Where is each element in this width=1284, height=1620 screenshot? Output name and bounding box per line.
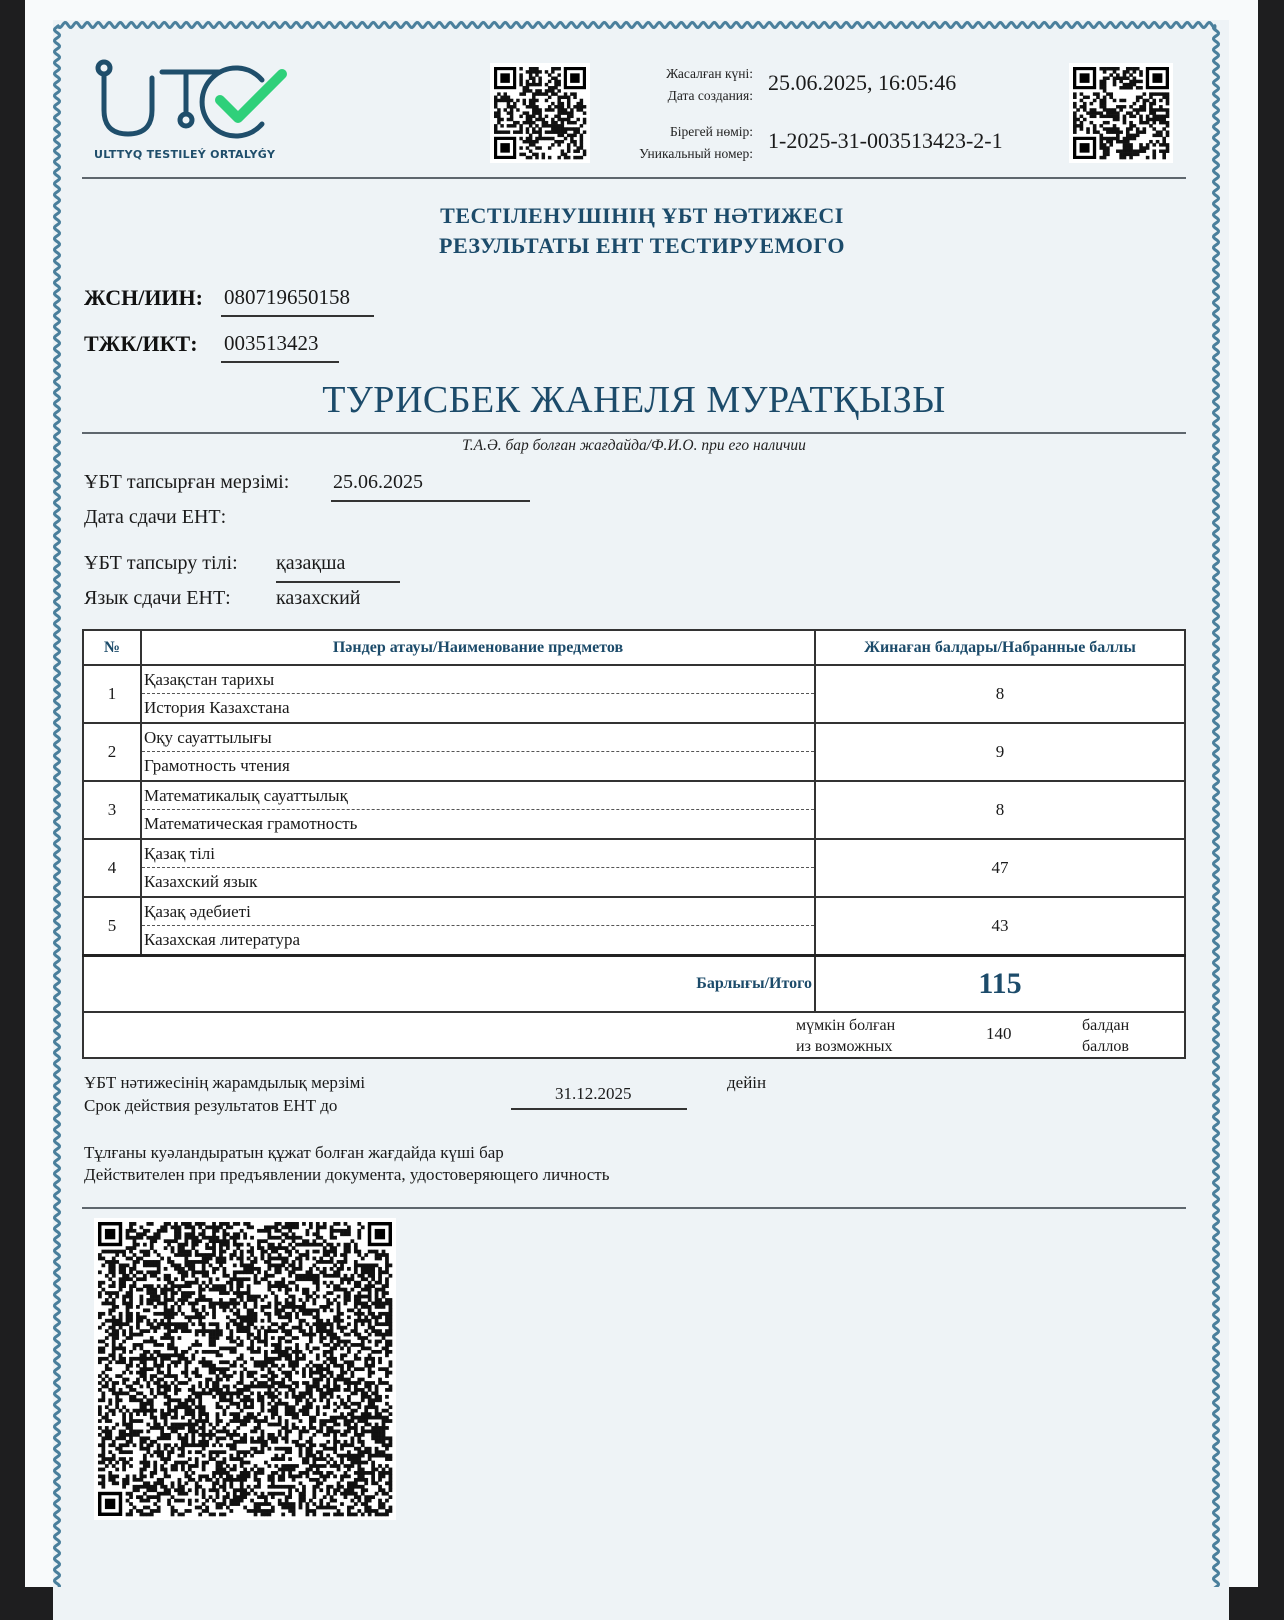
- name-note: Т.А.Ә. бар болған жағдайда/Ф.И.О. при его наличии: [462, 437, 806, 454]
- header-divider: [82, 177, 1186, 179]
- subject-cell: [141, 897, 815, 956]
- table-row: [83, 781, 1185, 839]
- iin-underline: [221, 315, 374, 317]
- exam-date-underline: [331, 500, 530, 502]
- max-score-row: [83, 1012, 1185, 1058]
- subject-cell: [141, 665, 815, 723]
- exam-date-value: 25.06.2025: [333, 471, 423, 493]
- row-number: 2: [83, 723, 141, 781]
- subject-cell: [141, 839, 815, 897]
- results-table: [82, 629, 1186, 1059]
- subject-name-ru: Математическая грамотность: [144, 814, 358, 833]
- created-label-kz: Жасалған күні:: [666, 66, 753, 81]
- score-cell: 8: [815, 665, 1185, 723]
- exam-lang-underline: [276, 581, 400, 583]
- max-suffix-ru: баллов: [1082, 1038, 1129, 1055]
- title-kz: ТЕСТІЛЕНУШІНІҢ ҰБТ НӘТИЖЕСІ: [440, 203, 844, 228]
- name-divider: [82, 432, 1186, 434]
- subject-cell: [141, 781, 815, 839]
- max-suffix-kz: балдан: [1082, 1017, 1130, 1034]
- header-subject: Пәндер атауы/Наименование предметов: [141, 630, 815, 665]
- max-value: 140: [986, 1024, 1012, 1043]
- total-label: Барлығы/Итого: [83, 956, 815, 1013]
- unique-label-kz: Бірегей нөмір:: [670, 124, 753, 139]
- subject-cell: [141, 723, 815, 781]
- subject-name-ru: Казахский язык: [144, 872, 258, 891]
- exam-lang-value-ru: казахский: [276, 587, 361, 609]
- score-cell: 9: [815, 723, 1185, 781]
- max-prefix-kz: мүмкін болған: [796, 1017, 896, 1034]
- unique-number-value: 1-2025-31-003513423-2-1: [768, 128, 1003, 153]
- exam-date-label-ru: Дата сдачи ЕНТ:: [84, 506, 227, 528]
- subject-name-ru: Грамотность чтения: [144, 756, 290, 775]
- ikt-underline: [221, 361, 339, 363]
- score-cell: 8: [815, 781, 1185, 839]
- qr-code-icon[interactable]: [490, 63, 590, 163]
- exam-lang-label-ru: Язык сдачи ЕНТ:: [84, 587, 231, 609]
- header-no: №: [83, 630, 141, 665]
- subject-name-kz: Математикалық сауаттылық: [142, 782, 814, 810]
- subject-name-kz: Қазақ тілі: [142, 840, 814, 868]
- notice-kz: Тұлғаны куәландыратын құжат болған жағдайда күші бар: [84, 1143, 504, 1162]
- notice-ru: Действителен при предъявлении документа, удостоверяющего личность: [84, 1165, 610, 1184]
- validity-date: 31.12.2025: [555, 1084, 632, 1103]
- row-number: 4: [83, 839, 141, 897]
- org-name: ULTTYQ TESTILEÝ ORTALYǴY: [94, 148, 276, 161]
- total-value: 115: [815, 956, 1185, 1013]
- uto-logo-icon: [92, 58, 292, 144]
- exam-date-label-kz: ҰБТ тапсырған мерзімі:: [84, 471, 290, 493]
- subject-name-kz: Оқу сауаттылығы: [142, 724, 814, 752]
- header-score: Жинаған балдары/Набранные баллы: [815, 630, 1185, 665]
- total-row: [83, 956, 1185, 1013]
- table-row: [83, 723, 1185, 781]
- max-prefix: [796, 1015, 895, 1057]
- ikt-value: 003513423: [224, 331, 319, 355]
- footer-divider: [82, 1207, 1186, 1209]
- table-row: [83, 839, 1185, 897]
- iin-label: ЖСН/ИИН:: [84, 285, 203, 310]
- row-number: 3: [83, 781, 141, 839]
- qr-code-icon[interactable]: [1069, 63, 1173, 163]
- table-row: [83, 897, 1185, 956]
- subject-name-kz: Қазақстан тарихы: [142, 666, 814, 694]
- exam-lang-label-kz: ҰБТ тапсыру тілі:: [84, 552, 238, 574]
- score-cell: 47: [815, 839, 1185, 897]
- unique-label-ru: Уникальный номер:: [639, 146, 753, 161]
- validity-label-ru: Срок действия результатов ЕНТ до: [84, 1096, 338, 1115]
- created-value: 25.06.2025, 16:05:46: [768, 70, 957, 95]
- validity-underline: [511, 1108, 687, 1110]
- title-ru: РЕЗУЛЬТАТЫ ЕНТ ТЕСТИРУЕМОГО: [439, 233, 845, 258]
- ikt-label: ТЖК/ИКТ:: [84, 331, 198, 356]
- created-label-ru: Дата создания:: [667, 88, 753, 103]
- validity-label-kz: ҰБТ нәтижесінің жарамдылық мерзімі: [84, 1073, 366, 1092]
- full-name: ТУРИСБЕК ЖАНЕЛЯ МУРАТҚЫЗЫ: [322, 379, 946, 421]
- table-row: [83, 665, 1185, 723]
- row-number: 1: [83, 665, 141, 723]
- table-header-row: [83, 630, 1185, 665]
- subject-name-kz: Қазақ әдебиеті: [142, 898, 814, 926]
- subject-name-ru: История Казахстана: [144, 698, 290, 717]
- score-cell: 43: [815, 897, 1185, 956]
- validity-suffix: дейін: [727, 1073, 767, 1092]
- iin-value: 080719650158: [224, 285, 350, 309]
- subject-name-ru: Казахская литература: [144, 930, 301, 949]
- max-prefix-ru: из возможных: [796, 1038, 893, 1055]
- max-suffix: [1082, 1015, 1129, 1057]
- row-number: 5: [83, 897, 141, 956]
- exam-lang-value-kz: қазақша: [276, 552, 346, 574]
- large-qr-code-icon[interactable]: [94, 1218, 396, 1520]
